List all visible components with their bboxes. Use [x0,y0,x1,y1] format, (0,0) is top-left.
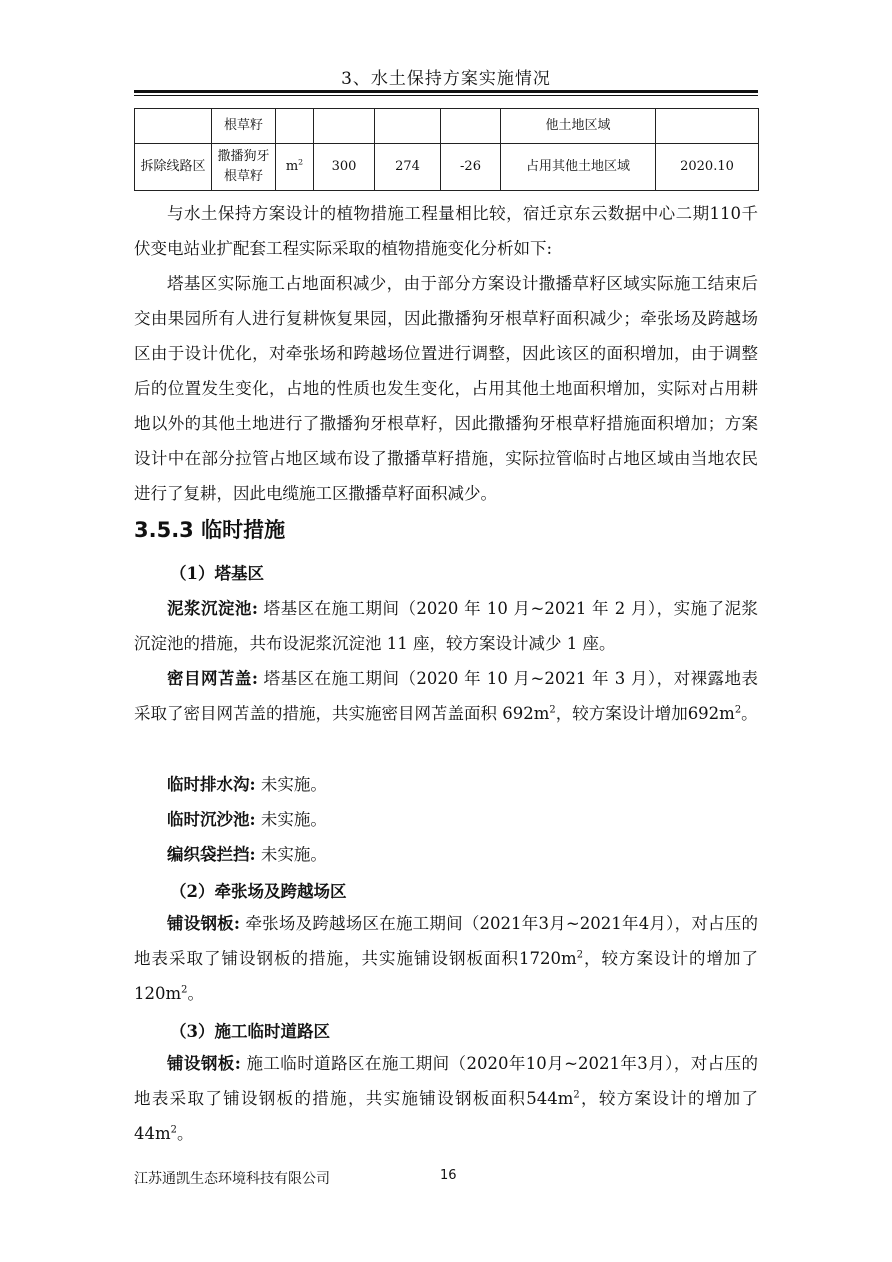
footer-company: 江苏通凯生态环境科技有限公司 [134,1171,330,1187]
mud-pool-paragraph [134,591,758,661]
table-row [135,109,759,144]
mud-pool-text: 塔基区在施工期间（2020 年 10 月~2021 年 2 月），实施了泥浆沉淀池的措施，共布设泥浆沉淀池 11 座，较方案设计减少 1 座。 [134,599,758,653]
measure-line-1: 撒播狗牙 [217,149,270,164]
subsection-title-tower: （1）塔基区 [170,564,264,583]
table-cell [276,109,314,144]
sup: 2 [549,704,556,716]
table-cell-measure [212,144,276,191]
bag-barrier-label: 编织袋拦挡: [167,845,256,864]
sand-pool-paragraph [134,802,758,837]
unit-sup: 2 [298,157,304,167]
table-cell: 300 [314,144,375,191]
sup: 2 [576,949,583,961]
steel-plate-label: 铺设钢板: [167,914,240,933]
table-cell [135,109,212,144]
section-heading: 3.5.3 临时措施 [134,518,286,542]
sup: 2 [181,984,188,996]
table-cell: -26 [441,144,501,191]
sup: 2 [170,1124,177,1136]
table-cell [375,109,441,144]
net-cover-text-a: 塔基区在施工期间（2020 年 10 月~2021 年 3 月），对裸露地表采取了密目网苫盖的措施，共实施密目网苫盖面积 692m [134,669,758,723]
drain-text: 未实施。 [255,775,327,794]
header-rule-thin [134,95,758,96]
sup: 2 [573,1089,580,1101]
page-number: 16 [440,1168,457,1183]
analysis-paragraph: 塔基区实际施工占地面积减少，由于部分方案设计撒播草籽区域实际施工结束后交由果园所有人进行复耕恢复果园，因此撒播狗牙根草籽面积减少；牵张场及跨越场区由于设计优化，对牵张场和跨越场位置进行调整，因此该区的面积增加，由于调整后的位置发生变化，占地的性质也发生变化，占用其他土地面积增加，实际对占用耕地以外的其他土地进行了撒播狗牙根草籽，因此撒播狗牙根草籽措施面积增加；方案设计中在部分拉管占地区域布设了撒播草籽措施，实际拉管临时占地区域由当地农民进行了复耕，因此电缆施工区撒播草籽面积减少。 [134,274,758,503]
intro-section [134,196,758,511]
steel-plate-paragraph-road [134,1046,758,1151]
steel-plate-label: 铺设钢板: [167,1054,241,1073]
bag-barrier-paragraph [134,837,758,872]
steel-plate-text-b: ，较方案设计的增加了120m [134,949,759,1003]
steel-plate-text-a: 施工临时道路区在施工期间（2020年10月~2021年3月），对占压的地表采取了铺设钢板的措施，共实施铺设钢板面积544m [134,1054,759,1108]
net-cover-paragraph [134,661,758,731]
table-cell-area: 拆除线路区 [135,144,212,191]
table-cell: 根草籽 [212,109,276,144]
net-cover-text-b: ，较方案设计增加692m [555,704,735,723]
steel-plate-paragraph-tension [134,906,758,1011]
net-cover-label: 密目网苫盖: [167,669,258,688]
table-cell [656,109,759,144]
sand-pool-label: 临时沉沙池: [167,810,256,829]
table-cell: 他土地区域 [501,109,656,144]
drain-paragraph [134,767,758,802]
intro-paragraph: 与水土保持方案设计的植物措施工程量相比较，宿迁京东云数据中心二期110千伏变电站业扩配套工程实际采取的植物措施变化分析如下: [134,204,758,258]
table-cell [441,109,501,144]
table-cell: 274 [375,144,441,191]
measure-line-2: 根草籽 [223,169,263,184]
drain-label: 临时排水沟: [167,775,256,794]
table-cell: 占用其他土地区域 [501,144,656,191]
steel-plate-text-c: 。 [187,984,204,1003]
steel-plate-text-a: 牵张场及跨越场区在施工期间（2021年3月~2021年4月），对占压的地表采取了铺设钢板的措施，共实施铺设钢板面积1720m [134,914,758,968]
steel-plate-text-c: 。 [176,1124,194,1143]
table-row [135,144,759,191]
table-cell [314,109,375,144]
bag-barrier-text: 未实施。 [255,845,327,864]
subsection-title-tension-field: （2）牵张场及跨越场区 [170,882,347,901]
mud-pool-label: 泥浆沉淀池: [167,599,258,618]
page-header-title: 3、水土保持方案实施情况 [341,69,551,89]
net-cover-text-c: 。 [741,704,758,723]
subsection-title-temp-road: （3）施工临时道路区 [170,1022,330,1041]
unit-base: m [285,159,299,174]
measures-table [134,108,759,191]
steel-plate-text-b: ，较方案设计的增加了44m [134,1089,759,1143]
table-cell-unit [276,144,314,191]
header-rule [134,90,758,93]
sup: 2 [734,704,742,716]
sand-pool-text: 未实施。 [255,810,327,829]
table-cell: 2020.10 [656,144,759,191]
